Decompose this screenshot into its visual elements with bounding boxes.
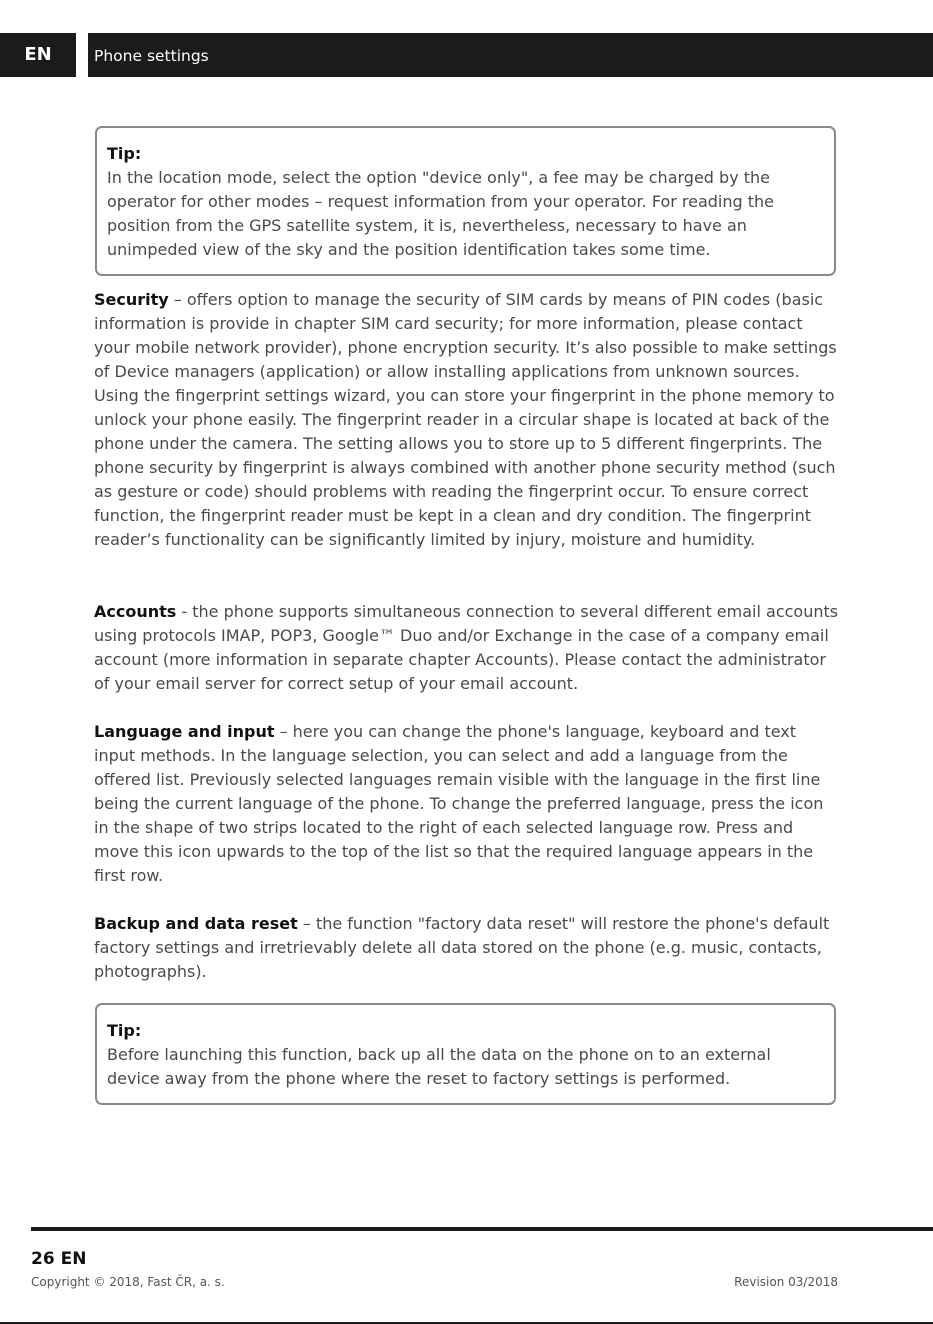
language-tab: EN xyxy=(24,44,52,65)
paragraph-security-text: – offers option to manage the security of SIM cards by means of PIN codes (basic information is provide in chapter SIM card security; for more information, please contact your mobile network provider), phone encryption security. It’s also possible to make settings of Device managers (application) or allow installing applications from unknown sources. Using the fingerprint settings wizard, you can store your fingerprint in the phone memory to unlock your phone easily. The fingerprint reader in a circular shape is located at back of the phone under the camera. The setting allows you to store up to 5 different fingerprints. The phone security by fingerprint is always combined with another phone security method (such as gesture or code) should problems with reading the fingerprint occur. To ensure correct function, the fingerprint reader must be kept in a clean and dry condition. The fingerprint reader’s functionality can be significantly limited by injury, moisture and humidity. xyxy=(94,290,837,549)
footer-rule xyxy=(31,1227,933,1231)
section-title: Phone settings xyxy=(94,47,209,65)
copyright-notice: Copyright © 2018, Fast ČR, a. s. xyxy=(31,1275,225,1289)
tip-box-backup xyxy=(95,1003,836,1105)
header-divider xyxy=(76,33,88,77)
page-header xyxy=(0,33,933,77)
revision-label: Revision 03/2018 xyxy=(734,1275,838,1289)
tip-box-location xyxy=(95,126,836,276)
paragraph-backup-reset xyxy=(94,912,840,984)
tip-title: Tip: xyxy=(107,144,142,163)
paragraph-accounts-text: - the phone supports simultaneous connection to several different email accounts using protocols IMAP, POP3, Google™ Duo and/or Exchange in the case of a company email account (more information in separate chapter Accounts). Please contact the administrator of your email server for correct setup of your email account. xyxy=(94,602,839,693)
paragraph-language-input xyxy=(94,720,840,888)
term-language-input: Language and input xyxy=(94,722,275,741)
tip-text: In the location mode, select the option "device only", a fee may be charged by the operator for other modes – request information from your operator. For reading the position from the GPS satellite system, it is, nevertheless, necessary to have an unimpeded view of the sky and the position identification takes some time. xyxy=(107,168,775,259)
paragraph-language-input-text: – here you can change the phone's language, keyboard and text input methods. In the language selection, you can select and add a language from the offered list. Previously selected languages remain visible with the language in the first line being the current language of the phone. To change the preferred language, press the icon in the shape of two strips located to the right of each selected language row. Press and move this icon upwards to the top of the list so that the required language appears in the first row. xyxy=(94,722,824,885)
tip-text: Before launching this function, back up all the data on the phone on to an external device away from the phone where the reset to factory settings is performed. xyxy=(107,1045,771,1088)
paragraph-security xyxy=(94,288,840,552)
tip-title: Tip: xyxy=(107,1021,142,1040)
term-security: Security xyxy=(94,290,169,309)
paragraph-backup-reset-text: – the function "factory data reset" will restore the phone's default factory settings and irretrievably delete all data stored on the phone (e.g. music, contacts, photographs). xyxy=(94,914,830,981)
page-number: 26 EN xyxy=(31,1249,87,1269)
term-accounts: Accounts xyxy=(94,602,177,621)
paragraph-accounts xyxy=(94,600,840,696)
term-backup-reset: Backup and data reset xyxy=(94,914,298,933)
